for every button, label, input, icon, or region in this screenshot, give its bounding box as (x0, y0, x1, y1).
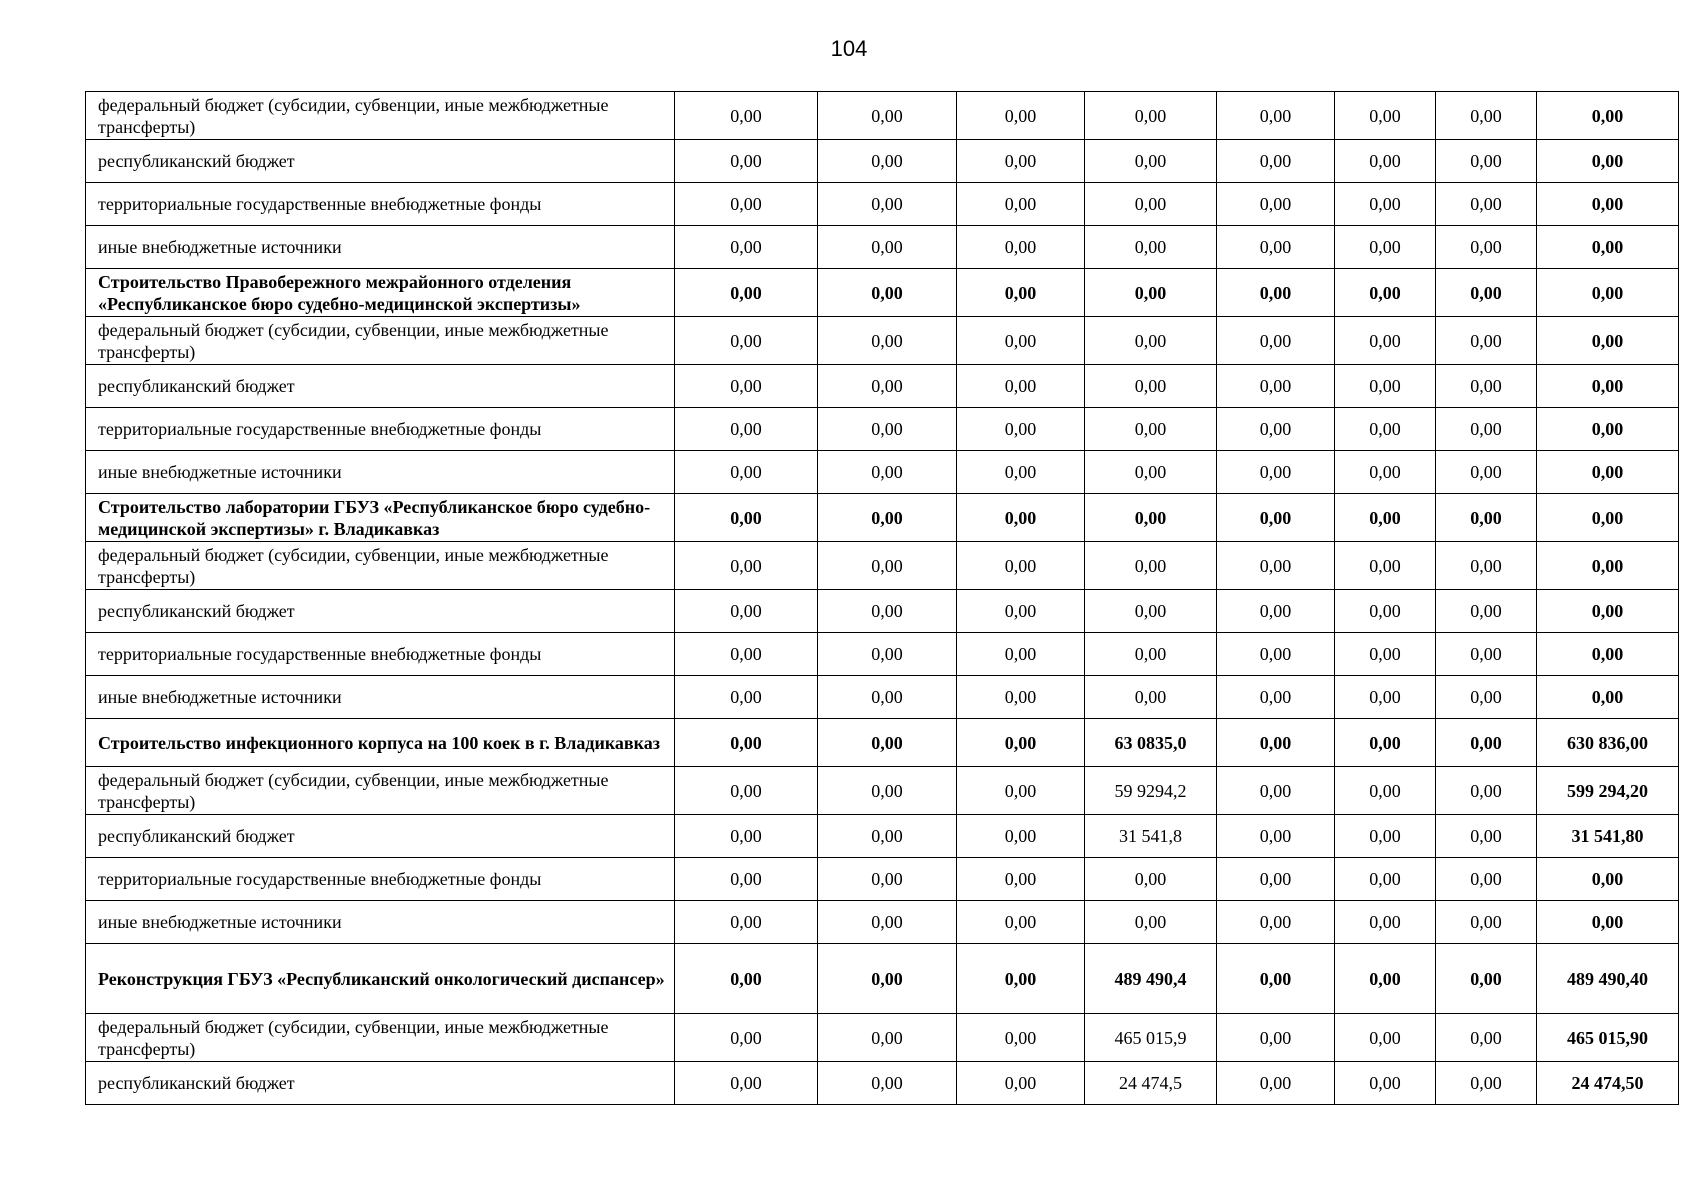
value-cell: 0,00 (957, 590, 1085, 633)
value-cell: 0,00 (818, 183, 957, 226)
value-cell: 0,00 (1335, 183, 1436, 226)
value-cell: 0,00 (675, 633, 818, 676)
value-cell: 0,00 (818, 317, 957, 365)
row-label: республиканский бюджет (86, 365, 675, 408)
value-cell: 0,00 (1436, 858, 1537, 901)
row-label: территориальные государственные внебюджетные фонды (86, 858, 675, 901)
row-label: федеральный бюджет (субсидии, субвенции, иные межбюджетные трансферты) (86, 317, 675, 365)
value-cell: 0,00 (818, 1014, 957, 1062)
value-cell: 0,00 (818, 858, 957, 901)
value-cell: 0,00 (1217, 676, 1335, 719)
value-cell: 0,00 (1217, 719, 1335, 767)
value-cell: 0,00 (1085, 92, 1217, 140)
value-cell: 0,00 (675, 1014, 818, 1062)
row-label: республиканский бюджет (86, 140, 675, 183)
value-cell: 0,00 (1085, 269, 1217, 317)
value-cell: 0,00 (1335, 226, 1436, 269)
value-cell: 0,00 (1335, 451, 1436, 494)
total-cell: 0,00 (1537, 226, 1679, 269)
value-cell: 0,00 (1436, 317, 1537, 365)
value-cell: 0,00 (675, 451, 818, 494)
table-row (86, 365, 1679, 408)
table-row (86, 676, 1679, 719)
value-cell: 0,00 (675, 408, 818, 451)
value-cell: 0,00 (1436, 633, 1537, 676)
value-cell: 0,00 (957, 365, 1085, 408)
value-cell: 0,00 (1217, 140, 1335, 183)
value-cell: 0,00 (1436, 408, 1537, 451)
value-cell: 0,00 (957, 317, 1085, 365)
value-cell: 0,00 (1335, 542, 1436, 590)
table-section-row (86, 269, 1679, 317)
total-cell: 31 541,80 (1537, 815, 1679, 858)
value-cell: 0,00 (957, 1062, 1085, 1105)
row-label: федеральный бюджет (субсидии, субвенции, иные межбюджетные трансферты) (86, 767, 675, 815)
row-label: территориальные государственные внебюджетные фонды (86, 408, 675, 451)
table-row (86, 226, 1679, 269)
value-cell: 0,00 (1217, 944, 1335, 1014)
value-cell: 0,00 (957, 944, 1085, 1014)
value-cell: 0,00 (957, 140, 1085, 183)
value-cell: 0,00 (1085, 676, 1217, 719)
value-cell: 0,00 (818, 269, 957, 317)
row-label: федеральный бюджет (субсидии, субвенции, иные межбюджетные трансферты) (86, 92, 675, 140)
value-cell: 0,00 (1085, 226, 1217, 269)
table-section-row (86, 494, 1679, 542)
value-cell: 0,00 (675, 676, 818, 719)
value-cell: 0,00 (957, 269, 1085, 317)
value-cell: 0,00 (1085, 451, 1217, 494)
value-cell: 0,00 (675, 901, 818, 944)
value-cell: 0,00 (1436, 183, 1537, 226)
value-cell: 0,00 (818, 633, 957, 676)
value-cell: 0,00 (1217, 815, 1335, 858)
table-body (86, 92, 1679, 1105)
value-cell: 0,00 (818, 590, 957, 633)
value-cell: 0,00 (1085, 858, 1217, 901)
row-label: Строительство лаборатории ГБУЗ «Республиканское бюро судебно-медицинской экспертизы» г. Владикавказ (86, 494, 675, 542)
value-cell: 0,00 (1217, 767, 1335, 815)
table-row (86, 408, 1679, 451)
value-cell: 0,00 (1085, 140, 1217, 183)
value-cell: 0,00 (1217, 317, 1335, 365)
value-cell: 0,00 (1217, 269, 1335, 317)
value-cell: 0,00 (957, 494, 1085, 542)
value-cell: 0,00 (1217, 1062, 1335, 1105)
table-row (86, 1014, 1679, 1062)
table-row (86, 590, 1679, 633)
table-row (86, 140, 1679, 183)
value-cell: 0,00 (1085, 901, 1217, 944)
value-cell: 0,00 (818, 408, 957, 451)
table-row (86, 183, 1679, 226)
value-cell: 0,00 (1436, 451, 1537, 494)
row-label: территориальные государственные внебюджетные фонды (86, 633, 675, 676)
total-cell: 0,00 (1537, 140, 1679, 183)
value-cell: 0,00 (818, 815, 957, 858)
row-label: Реконструкция ГБУЗ «Республиканский онкологический диспансер» (86, 944, 675, 1014)
value-cell: 0,00 (1335, 494, 1436, 542)
total-cell: 0,00 (1537, 365, 1679, 408)
total-cell: 0,00 (1537, 542, 1679, 590)
value-cell: 0,00 (675, 858, 818, 901)
value-cell: 0,00 (675, 767, 818, 815)
value-cell: 0,00 (818, 140, 957, 183)
value-cell: 0,00 (1436, 92, 1537, 140)
total-cell: 630 836,00 (1537, 719, 1679, 767)
value-cell: 0,00 (818, 719, 957, 767)
value-cell: 0,00 (675, 226, 818, 269)
value-cell: 0,00 (1217, 1014, 1335, 1062)
table-row (86, 542, 1679, 590)
value-cell: 0,00 (1217, 590, 1335, 633)
table-row (86, 92, 1679, 140)
value-cell: 0,00 (957, 719, 1085, 767)
value-cell: 0,00 (957, 451, 1085, 494)
value-cell: 0,00 (675, 183, 818, 226)
value-cell: 0,00 (675, 719, 818, 767)
value-cell: 0,00 (1335, 92, 1436, 140)
value-cell: 0,00 (957, 767, 1085, 815)
total-cell: 465 015,90 (1537, 1014, 1679, 1062)
row-label: республиканский бюджет (86, 590, 675, 633)
value-cell: 0,00 (957, 815, 1085, 858)
value-cell: 0,00 (1335, 590, 1436, 633)
value-cell: 0,00 (1436, 590, 1537, 633)
value-cell: 0,00 (818, 676, 957, 719)
row-label: иные внебюджетные источники (86, 901, 675, 944)
value-cell: 0,00 (1217, 408, 1335, 451)
value-cell: 0,00 (1217, 901, 1335, 944)
value-cell: 0,00 (818, 542, 957, 590)
value-cell: 63 0835,0 (1085, 719, 1217, 767)
value-cell: 0,00 (675, 494, 818, 542)
table-row (86, 815, 1679, 858)
value-cell: 0,00 (675, 815, 818, 858)
value-cell: 0,00 (1436, 140, 1537, 183)
table-row (86, 767, 1679, 815)
value-cell: 0,00 (818, 92, 957, 140)
value-cell: 0,00 (1217, 92, 1335, 140)
value-cell: 0,00 (675, 92, 818, 140)
value-cell: 0,00 (957, 408, 1085, 451)
value-cell: 0,00 (1085, 590, 1217, 633)
value-cell: 0,00 (1335, 901, 1436, 944)
row-label: иные внебюджетные источники (86, 451, 675, 494)
value-cell: 0,00 (1217, 183, 1335, 226)
total-cell: 0,00 (1537, 317, 1679, 365)
row-label: республиканский бюджет (86, 815, 675, 858)
page-number: 104 (830, 36, 868, 61)
total-cell: 0,00 (1537, 451, 1679, 494)
value-cell: 24 474,5 (1085, 1062, 1217, 1105)
total-cell: 0,00 (1537, 269, 1679, 317)
row-label: федеральный бюджет (субсидии, субвенции, иные межбюджетные трансферты) (86, 542, 675, 590)
value-cell: 0,00 (1085, 494, 1217, 542)
value-cell: 0,00 (1085, 365, 1217, 408)
value-cell: 0,00 (957, 1014, 1085, 1062)
value-cell: 0,00 (818, 226, 957, 269)
value-cell: 0,00 (818, 494, 957, 542)
value-cell: 0,00 (1335, 858, 1436, 901)
value-cell: 0,00 (818, 767, 957, 815)
row-label: федеральный бюджет (субсидии, субвенции, иные межбюджетные трансферты) (86, 1014, 675, 1062)
value-cell: 0,00 (957, 633, 1085, 676)
budget-table (85, 91, 1679, 1105)
value-cell: 0,00 (818, 1062, 957, 1105)
value-cell: 0,00 (1335, 317, 1436, 365)
value-cell: 0,00 (1217, 633, 1335, 676)
total-cell: 0,00 (1537, 633, 1679, 676)
value-cell: 0,00 (1335, 269, 1436, 317)
table-section-row (86, 719, 1679, 767)
value-cell: 0,00 (1436, 494, 1537, 542)
value-cell: 0,00 (957, 92, 1085, 140)
value-cell: 0,00 (1436, 901, 1537, 944)
row-label: Строительство инфекционного корпуса на 100 коек в г. Владикавказ (86, 719, 675, 767)
value-cell: 0,00 (1436, 269, 1537, 317)
row-label: иные внебюджетные источники (86, 676, 675, 719)
value-cell: 0,00 (1335, 1014, 1436, 1062)
value-cell: 0,00 (1085, 408, 1217, 451)
value-cell: 0,00 (1217, 226, 1335, 269)
table-row (86, 901, 1679, 944)
value-cell: 0,00 (1436, 1014, 1537, 1062)
value-cell: 0,00 (675, 365, 818, 408)
value-cell: 0,00 (1335, 944, 1436, 1014)
value-cell: 59 9294,2 (1085, 767, 1217, 815)
value-cell: 0,00 (818, 944, 957, 1014)
value-cell: 0,00 (1085, 183, 1217, 226)
value-cell: 0,00 (1085, 633, 1217, 676)
value-cell: 0,00 (818, 901, 957, 944)
total-cell: 599 294,20 (1537, 767, 1679, 815)
value-cell: 0,00 (1217, 365, 1335, 408)
value-cell: 0,00 (957, 226, 1085, 269)
value-cell: 0,00 (1335, 815, 1436, 858)
value-cell: 0,00 (1217, 542, 1335, 590)
total-cell: 0,00 (1537, 901, 1679, 944)
total-cell: 0,00 (1537, 408, 1679, 451)
value-cell: 0,00 (1217, 494, 1335, 542)
value-cell: 0,00 (1436, 944, 1537, 1014)
total-cell: 0,00 (1537, 858, 1679, 901)
value-cell: 0,00 (1335, 408, 1436, 451)
value-cell: 0,00 (1335, 719, 1436, 767)
value-cell: 0,00 (957, 676, 1085, 719)
table-section-row (86, 944, 1679, 1014)
value-cell: 0,00 (675, 317, 818, 365)
value-cell: 0,00 (1085, 542, 1217, 590)
value-cell: 0,00 (1436, 767, 1537, 815)
total-cell: 0,00 (1537, 590, 1679, 633)
total-cell: 489 490,40 (1537, 944, 1679, 1014)
table-row (86, 858, 1679, 901)
row-label: территориальные государственные внебюджетные фонды (86, 183, 675, 226)
value-cell: 0,00 (1436, 365, 1537, 408)
total-cell: 0,00 (1537, 92, 1679, 140)
value-cell: 465 015,9 (1085, 1014, 1217, 1062)
value-cell: 489 490,4 (1085, 944, 1217, 1014)
value-cell: 0,00 (1335, 676, 1436, 719)
value-cell: 0,00 (957, 542, 1085, 590)
value-cell: 0,00 (1335, 767, 1436, 815)
table-row (86, 1062, 1679, 1105)
value-cell: 0,00 (1335, 633, 1436, 676)
table-row (86, 633, 1679, 676)
row-label: республиканский бюджет (86, 1062, 675, 1105)
total-cell: 24 474,50 (1537, 1062, 1679, 1105)
value-cell: 0,00 (675, 140, 818, 183)
value-cell: 0,00 (1436, 1062, 1537, 1105)
total-cell: 0,00 (1537, 183, 1679, 226)
value-cell: 0,00 (1436, 676, 1537, 719)
value-cell: 0,00 (957, 858, 1085, 901)
value-cell: 0,00 (818, 451, 957, 494)
table-row (86, 317, 1679, 365)
row-label: Строительство Правобережного межрайонного отделения «Республиканское бюро судебно-медицинской экспертизы» (86, 269, 675, 317)
value-cell: 0,00 (1436, 815, 1537, 858)
value-cell: 0,00 (1335, 140, 1436, 183)
value-cell: 0,00 (1436, 542, 1537, 590)
table-row (86, 451, 1679, 494)
value-cell: 0,00 (957, 183, 1085, 226)
value-cell: 0,00 (1436, 719, 1537, 767)
value-cell: 0,00 (1085, 317, 1217, 365)
row-label: иные внебюджетные источники (86, 226, 675, 269)
total-cell: 0,00 (1537, 676, 1679, 719)
total-cell: 0,00 (1537, 494, 1679, 542)
value-cell: 0,00 (1217, 451, 1335, 494)
value-cell: 0,00 (675, 269, 818, 317)
value-cell: 0,00 (1217, 858, 1335, 901)
value-cell: 0,00 (1436, 226, 1537, 269)
value-cell: 0,00 (818, 365, 957, 408)
value-cell: 0,00 (675, 1062, 818, 1105)
value-cell: 0,00 (957, 901, 1085, 944)
value-cell: 0,00 (1335, 365, 1436, 408)
value-cell: 31 541,8 (1085, 815, 1217, 858)
value-cell: 0,00 (1335, 1062, 1436, 1105)
value-cell: 0,00 (675, 590, 818, 633)
value-cell: 0,00 (675, 542, 818, 590)
value-cell: 0,00 (675, 944, 818, 1014)
